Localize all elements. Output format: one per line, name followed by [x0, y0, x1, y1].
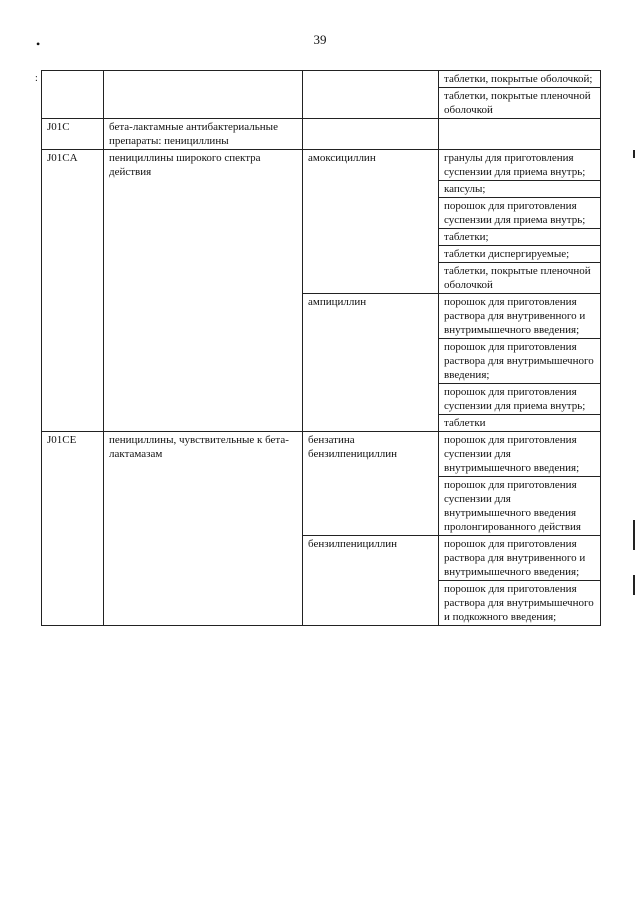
- dosage-form-cell: порошок для приготовления раствора для внутримышечного и подкожного введения;: [439, 581, 601, 626]
- drug-table-body: [42, 71, 601, 626]
- dosage-form-cell: капсулы;: [439, 181, 601, 198]
- margin-mark: :: [35, 73, 38, 84]
- dosage-form-cell: таблетки;: [439, 229, 601, 246]
- dosage-form-cell: порошок для приготовления раствора для внутримышечного введения;: [439, 339, 601, 384]
- drug-name-cell: амоксициллин: [303, 150, 439, 294]
- atc-code-cell: J01CA: [42, 150, 104, 432]
- drug-table: [41, 70, 601, 626]
- table-row: [42, 119, 601, 150]
- dosage-form-cell: таблетки, покрытые оболочкой;: [439, 71, 601, 88]
- drug-name-cell: бензатина бензилпенициллин: [303, 432, 439, 536]
- dosage-form-cell: порошок для приготовления суспензии для внутримышечного введения пролонгированного действия: [439, 477, 601, 536]
- dosage-form-cell: гранулы для приготовления суспензии для приема внутрь;: [439, 150, 601, 181]
- pharmacological-group-cell: пенициллины широкого спектра действия: [104, 150, 303, 432]
- atc-code-cell: [42, 71, 104, 119]
- dosage-form-cell: таблетки диспергируемые;: [439, 246, 601, 263]
- drug-name-cell: [303, 119, 439, 150]
- table-row: [42, 150, 601, 181]
- dosage-form-cell: [439, 119, 601, 150]
- pharmacological-group-cell: пенициллины, чувствительные к бета-лактамазам: [104, 432, 303, 626]
- scan-edge-mark: [633, 520, 635, 550]
- pharmacological-group-cell: бета-лактамные антибактериальные препараты: пенициллины: [104, 119, 303, 150]
- dosage-form-cell: таблетки: [439, 415, 601, 432]
- page-number: 39: [313, 32, 327, 47]
- drug-name-cell: ампициллин: [303, 294, 439, 432]
- dosage-form-cell: порошок для приготовления раствора для внутривенного и внутримышечного введения;: [439, 536, 601, 581]
- margin-dot: •: [36, 37, 41, 51]
- dosage-form-cell: порошок для приготовления суспензии для приема внутрь;: [439, 198, 601, 229]
- dosage-form-cell: порошок для приготовления суспензии для внутримышечного введения;: [439, 432, 601, 477]
- atc-code-cell: J01C: [42, 119, 104, 150]
- dosage-form-cell: таблетки, покрытые пленочной оболочкой: [439, 263, 601, 294]
- dosage-form-cell: порошок для приготовления суспензии для приема внутрь;: [439, 384, 601, 415]
- scan-edge-mark: [633, 575, 635, 595]
- pharmacological-group-cell: [104, 71, 303, 119]
- drug-name-cell: бензилпенициллин: [303, 536, 439, 626]
- table-row: [42, 71, 601, 88]
- scan-edge-mark: [633, 150, 635, 158]
- dosage-form-cell: таблетки, покрытые пленочной оболочкой: [439, 88, 601, 119]
- drug-name-cell: [303, 71, 439, 119]
- dosage-form-cell: порошок для приготовления раствора для внутривенного и внутримышечного введения;: [439, 294, 601, 339]
- table-row: [42, 432, 601, 477]
- atc-code-cell: J01CE: [42, 432, 104, 626]
